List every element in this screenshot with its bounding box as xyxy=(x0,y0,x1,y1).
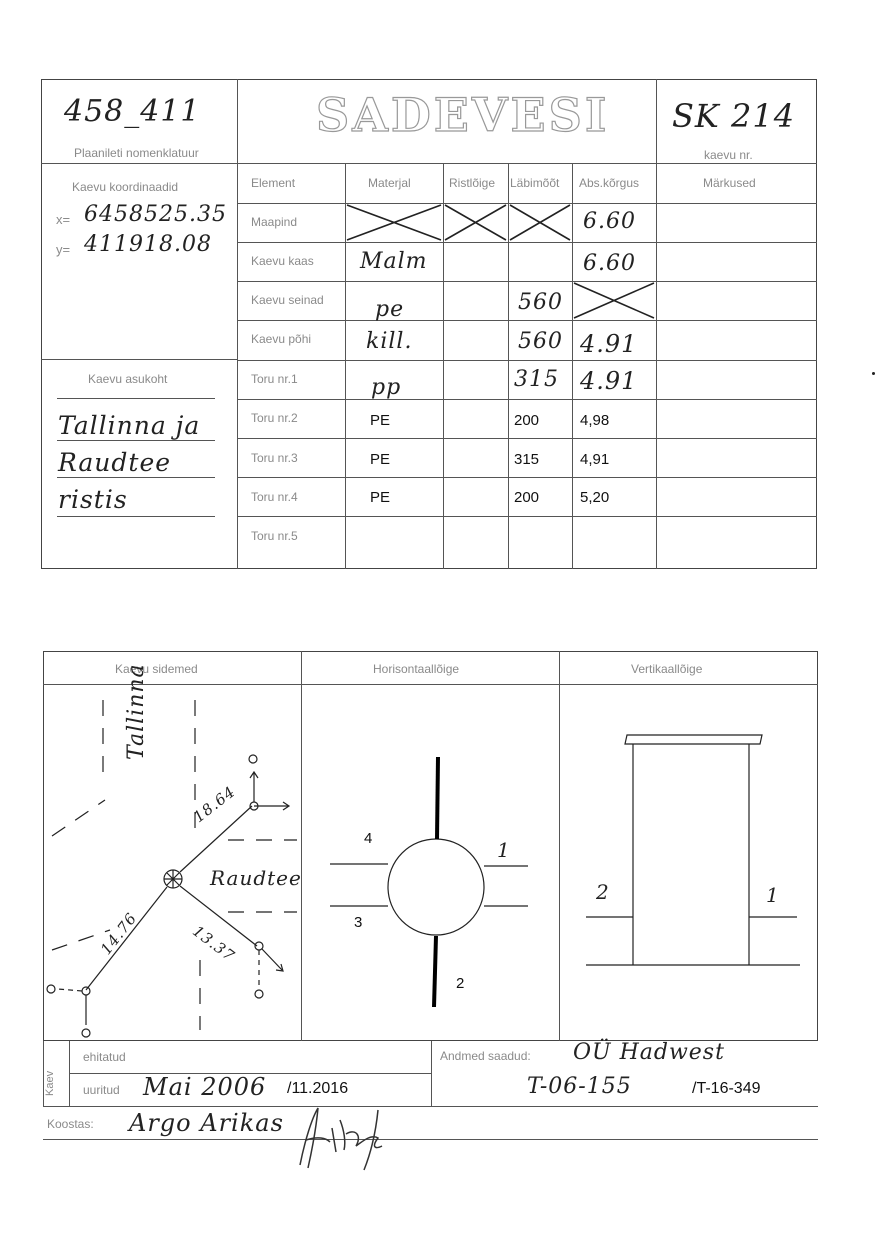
street-label-tallinna: Tallinna xyxy=(124,663,149,760)
x-coordinate: 6458525.35 xyxy=(84,202,227,227)
nomenclature-value: 458_411 xyxy=(64,94,201,129)
row-element: Toru nr.2 xyxy=(251,411,298,425)
col-header-diameter: Läbimõõt xyxy=(510,176,560,190)
h-pipe-label-4: 4 xyxy=(364,830,373,847)
row-element: Maapind xyxy=(251,215,298,229)
row-element: Kaevu seinad xyxy=(251,293,324,307)
compiler-value: Argo Arikas xyxy=(129,1109,284,1137)
row-element: Toru nr.1 xyxy=(251,372,298,386)
row-diameter: 200 xyxy=(514,489,540,506)
v-pipe-label-1: 1 xyxy=(766,883,780,907)
col-header-cross: Ristlõige xyxy=(449,176,496,190)
tie-distance-3: 13.37 xyxy=(189,922,239,966)
well-number-label: kaevu nr. xyxy=(704,148,753,162)
row-material: PE xyxy=(370,451,391,468)
page-title: SADEVESI xyxy=(316,88,610,142)
row-material: pe xyxy=(375,297,405,322)
location-line-3: ristis xyxy=(58,485,128,514)
col-header-element: Element xyxy=(251,176,296,190)
section-ties-label: Kaevu sidemed xyxy=(115,662,198,676)
surveyed-update: /11.2016 xyxy=(287,1080,349,1097)
h-pipe-label-2: 2 xyxy=(456,975,465,992)
surveyed-value: Mai 2006 xyxy=(143,1073,267,1101)
row-material: Malm xyxy=(360,249,428,274)
location-line-1: Tallinna ja xyxy=(58,411,201,440)
side-label: Kaev xyxy=(44,1070,56,1096)
row-abs: 5,20 xyxy=(580,489,610,506)
row-material: kill. xyxy=(366,329,413,354)
y-prefix: y= xyxy=(56,242,71,257)
location-label: Kaevu asukoht xyxy=(88,372,168,386)
built-label: ehitatud xyxy=(83,1050,126,1064)
v-pipe-label-2: 2 xyxy=(596,880,610,904)
row-diameter: 560 xyxy=(518,329,563,354)
col-header-abs: Abs.kõrgus xyxy=(579,176,640,190)
section-vertical-label: Vertikaallõige xyxy=(631,662,703,676)
row-material: pp xyxy=(371,375,402,400)
well-number-value: SK 214 xyxy=(672,97,796,135)
row-diameter: 315 xyxy=(514,451,540,468)
row-abs: 6.60 xyxy=(583,209,636,234)
row-diameter: 560 xyxy=(518,290,563,315)
coordinates-label: Kaevu koordinaadid xyxy=(72,180,179,194)
row-element: Toru nr.5 xyxy=(251,529,298,543)
col-header-notes: Märkused xyxy=(703,176,756,190)
row-element: Kaevu kaas xyxy=(251,254,314,268)
tie-distance-2: 14.76 xyxy=(97,909,141,959)
col-header-material: Materjal xyxy=(368,176,411,190)
row-abs: 4.91 xyxy=(580,367,638,395)
tie-distance-1: 18.64 xyxy=(190,782,239,827)
row-abs: 4,91 xyxy=(580,451,610,468)
x-prefix: x= xyxy=(56,212,71,227)
street-label-raudtee: Raudtee xyxy=(210,866,302,890)
row-abs: 4,98 xyxy=(580,412,610,429)
row-material: PE xyxy=(370,489,391,506)
data-code-update: /T-16-349 xyxy=(692,1080,761,1097)
data-code: T-06-155 xyxy=(527,1074,632,1099)
row-element: Toru nr.4 xyxy=(251,490,298,504)
row-element: Toru nr.3 xyxy=(251,451,298,465)
row-element: Kaevu põhi xyxy=(251,332,312,346)
row-material: PE xyxy=(370,412,391,429)
compiler-label: Koostas: xyxy=(47,1117,94,1131)
section-horizontal-label: Horisontaallõige xyxy=(373,662,460,676)
row-diameter: 315 xyxy=(514,367,559,392)
row-abs: 4.91 xyxy=(580,330,638,358)
data-label: Andmed saadud: xyxy=(440,1049,531,1063)
nomenclature-label: Plaanileti nomenklatuur xyxy=(74,146,199,160)
surveyed-label: uuritud xyxy=(83,1083,120,1097)
y-coordinate: 411918.08 xyxy=(84,232,212,257)
data-company: OÜ Hadwest xyxy=(573,1040,725,1065)
h-pipe-label-3: 3 xyxy=(354,914,363,931)
h-pipe-label-1: 1 xyxy=(497,838,511,862)
row-diameter: 200 xyxy=(514,412,540,429)
row-abs: 6.60 xyxy=(583,251,636,276)
location-line-2: Raudtee xyxy=(58,448,172,477)
